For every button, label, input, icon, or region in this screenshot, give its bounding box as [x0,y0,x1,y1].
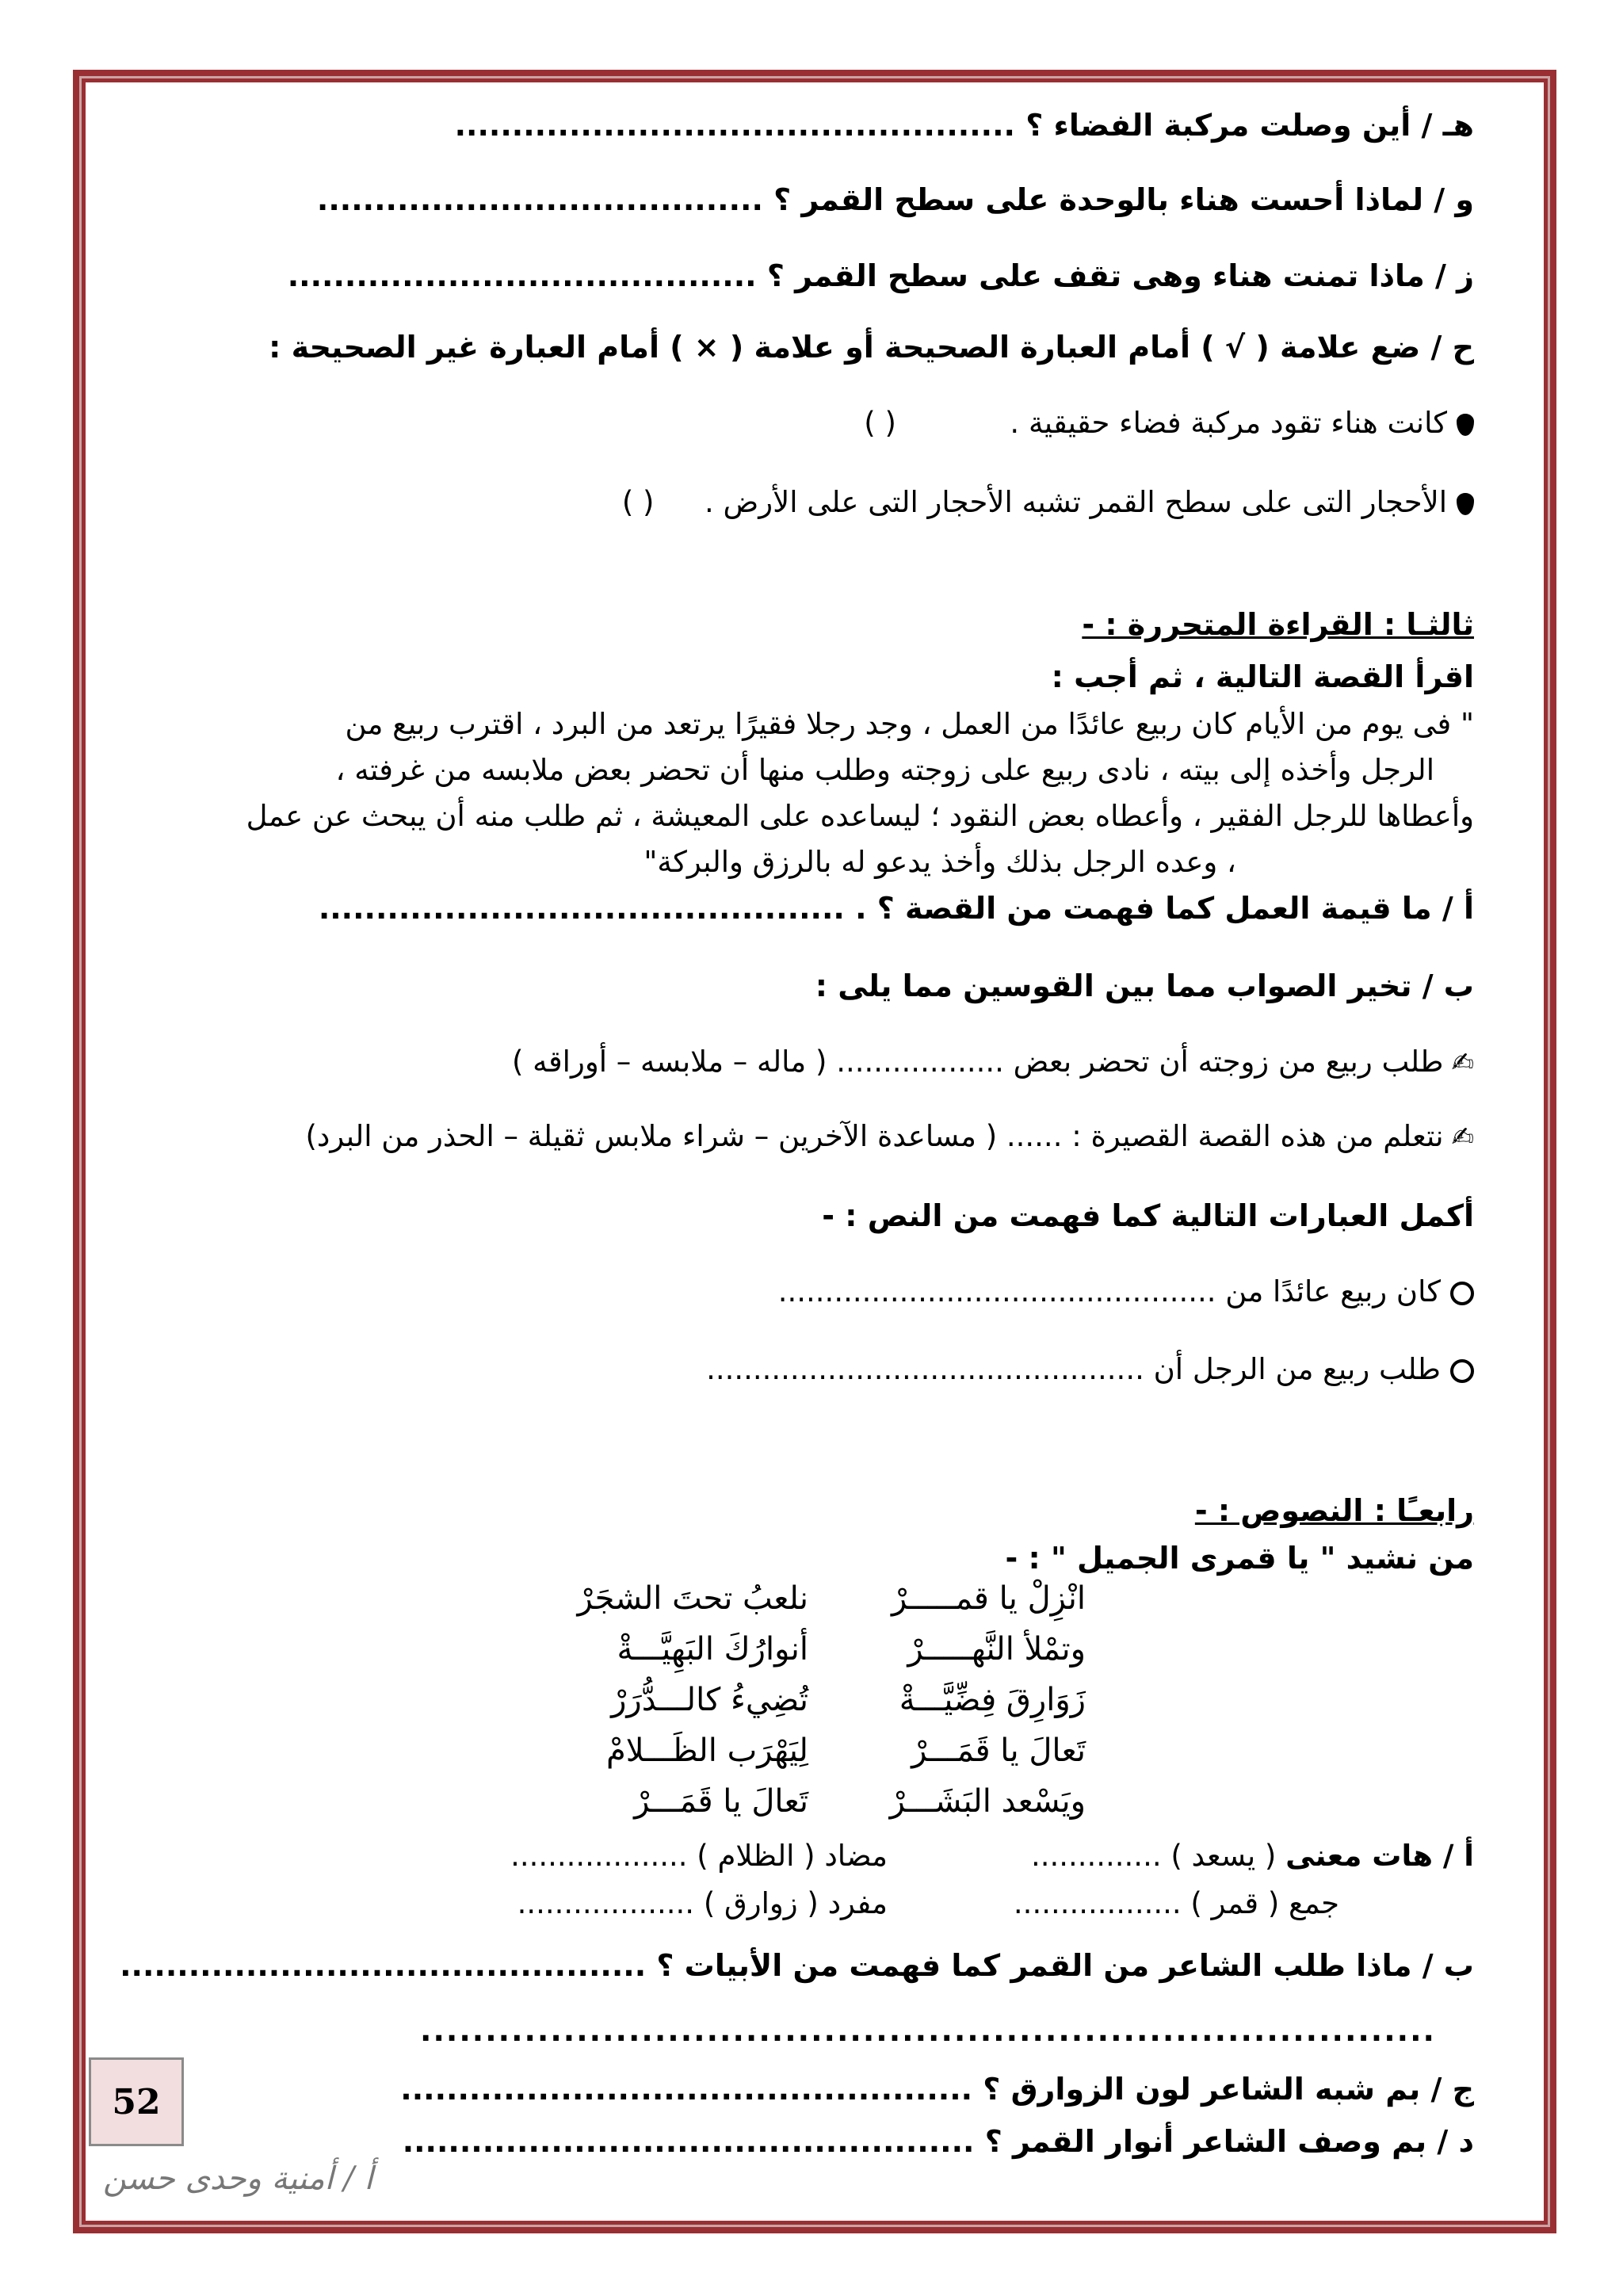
poem-line-4-left: لِيَهْرَب الظَـــلامْ [605,1733,808,1769]
section-4-question-j [400,2069,1474,2110]
question-a-text: أ / ما قيمة العمل كما فهمت من القصة ؟ . [855,891,1474,926]
question-a-label: أ / هات معنى [1285,1839,1474,1873]
true-false-item-2 [622,482,1474,523]
poem-line-3-right: زَوَارِقَ فِضِّيَّـــةْ [899,1682,1086,1718]
section-4-title: رابعـًا : النصوص : - [1194,1493,1474,1528]
choice-text: طلب ربيع من زوجته أن تحضر بعض .................. ( ماله – ملابسه – أوراقه ) [511,1045,1444,1079]
poem-line-2-right: وتمْلأ النَّهـــــرْ [907,1631,1086,1668]
section-3-question-a [319,888,1474,929]
complete-item-1 [778,1271,1474,1312]
arrow-bullet-icon [1450,1282,1474,1305]
pencil-icon: ✍ [1451,1121,1474,1153]
story-line-4: ، وعده الرجل بذلك وأخذ يدعو له بالرزق والبركة" [643,845,1236,879]
answer-line: ......................................... [287,258,757,293]
choice-item-1 [512,1041,1474,1083]
story-line-3: وأعطاها للرجل الفقير ، وأعطاه بعض النقود ؛ ليساعده على المعيشة ، ثم طلب منه أن يبحث عن عمل [246,799,1474,833]
section-3-instruction: اقرأ القصة التالية ، ثم أجب : [1051,659,1474,694]
complete-text: كان ربيع عائدًا من ............................................... [777,1274,1441,1308]
complete-title: أكمل العبارات التالية كما فهمت من النص : - [822,1198,1474,1233]
poem-line-3-left: تُضِيءُ كالـــدُّرَرْ [611,1682,808,1718]
singular-item: مفرد ( زوارق ) ................... [517,1886,888,1920]
poem-line-1-right: انْزِلْ يا قمـــــرْ [891,1580,1086,1617]
section-4-question-d [403,2121,1474,2162]
poem-line-4-right: تَعالَ يا قَمَـــرْ [911,1733,1086,1769]
question-ha: ح / ضع علامة ( √ ) أمام العبارة الصحيحة أو علامة ( × ) أمام العبارة غير الصحيحة : [269,330,1474,365]
answer-parentheses: ( ) [621,485,655,519]
statement-text: كانت هناء تقود مركبة فضاء حقيقية . [1010,406,1447,440]
author-signature: أ / أمنية وحدى حسن [103,2160,373,2197]
opposite-item: مضاد ( الظلام ) ................... [510,1839,888,1873]
answer-parentheses: ( ) [864,406,896,440]
drop-bullet-icon [1457,414,1474,436]
section-3-question-b: ب / تخير الصواب مما بين القوسين مما يلى : [815,968,1474,1003]
statement-text: الأحجار التى على سطح القمر تشبه الأحجار التى على الأرض . [705,485,1447,519]
story-line-1: " فى يوم من الأيام كان ربيع عائدًا من العمل ، وجد رجلا فقيرًا يرتعد من البرد ، اقترب ربيع من [345,707,1474,741]
section-4-question-a [1031,1836,1474,1877]
question-z [288,255,1474,296]
question-d-text: د / بم وصف الشاعر أنوار القمر ؟ [984,2124,1474,2159]
question-w-text: و / لماذا أحست هناء بالوحدة على سطح القمر ؟ [773,182,1474,217]
choice-item-2 [305,1116,1474,1158]
complete-text: طلب ربيع من الرجل أن ............................................... [706,1352,1441,1386]
answer-line: .................................................. [402,2124,975,2159]
answer-line: .............................................. [318,891,845,926]
poem-line-5-right: ويَسْعد البَشَـــرْ [889,1783,1086,1820]
poem-line-5-left: تَعالَ يا قَمَـــرْ [634,1783,808,1820]
section-3-title: ثالثـا : القراءة المتحررة : - [1082,607,1474,642]
answer-line: ................................................. [454,108,1015,143]
question-b-text: ب / ماذا طلب الشاعر من القمر كما فهمت من الأبيات ؟ [656,1948,1474,1983]
section-4-question-b [120,1945,1474,1986]
answer-line-extra: .............................................................................. [420,2013,1436,2048]
pencil-icon: ✍ [1451,1047,1474,1079]
answer-line: ....................................... [316,182,763,217]
poem-line-1-left: نلعبُ تحتَ الشجَرْ [577,1580,808,1617]
true-false-item-1 [864,403,1474,444]
story-line-2: الرجل وأخذه إلى بيته ، نادى ربيع على زوجته وطلب منها أن تحضر بعض ملابسه من غرفته ، [335,753,1434,787]
answer-line: .................................................. [400,2072,973,2107]
drop-bullet-icon [1457,493,1474,515]
question-w [317,179,1474,220]
answer-line: .............................................. [120,1948,647,1983]
plural-item: جمع ( قمر ) .................. [1013,1886,1339,1920]
arrow-bullet-icon [1450,1359,1474,1383]
question-h [455,105,1474,146]
question-z-text: ز / ماذا تمنت هناء وهى تقف على سطح القمر ؟ [766,258,1474,293]
page-number: 52 [89,2057,184,2146]
poem-line-2-left: أنوارُكَ البَهِيَّـــةْ [617,1631,808,1668]
complete-item-2 [706,1349,1474,1390]
meaning-item: ( يسعد ) .............. [1030,1839,1277,1873]
question-h-text: هـ / أين وصلت مركبة الفضاء ؟ [1025,108,1474,143]
question-j-text: ج / بم شبه الشاعر لون الزوارق ؟ [983,2072,1474,2107]
choice-text: نتعلم من هذه القصة القصيرة : ...... ( مساعدة الآخرين – شراء ملابس ثقيلة – الحذر من البرد) [305,1119,1444,1153]
section-4-subtitle: من نشيد " يا قمرى الجميل " : - [1005,1541,1474,1576]
